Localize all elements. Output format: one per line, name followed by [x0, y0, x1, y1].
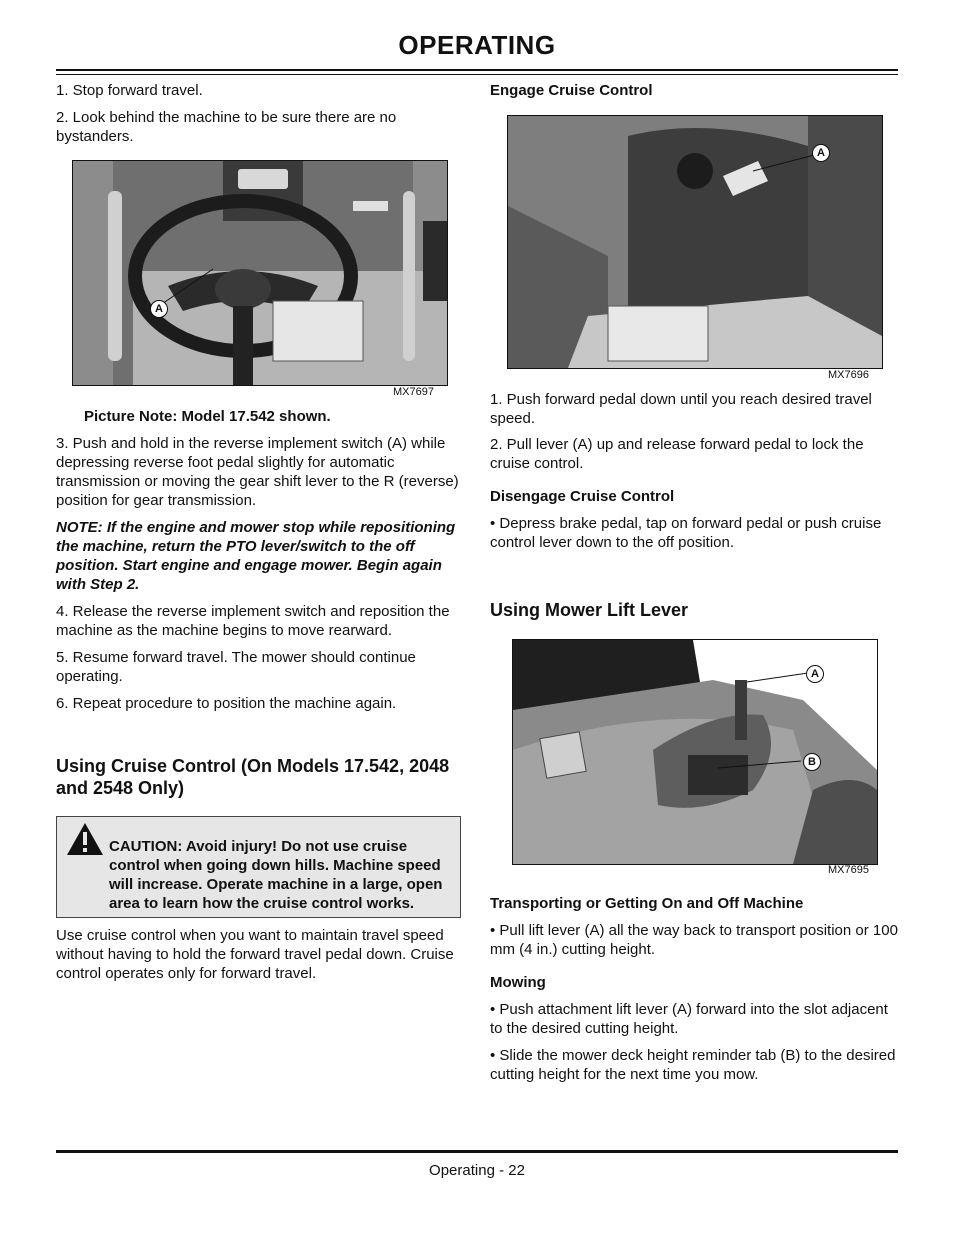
callout-a: A	[150, 300, 168, 318]
header-rule-thin	[56, 74, 898, 75]
note: NOTE: If the engine and mower stop while repositioning the machine, return the PTO lever/switch to the off position. Start engine and engage mower. Begin again with Step 2.	[56, 519, 456, 593]
mowing-heading: Mowing	[490, 974, 546, 991]
callout-a: A	[806, 665, 824, 683]
step-4: 4. Release the reverse implement switch and reposition the machine as the machine begins to move rearward.	[56, 603, 450, 639]
cruise-body: Use cruise control when you want to maintain travel speed without having to hold the forward travel pedal down. Cruise control operates only for forward travel.	[56, 927, 454, 982]
engage-step-1: 1. Push forward pedal down until you reach desired travel speed.	[490, 391, 872, 427]
transport-heading: Transporting or Getting On and Off Machine	[490, 895, 804, 912]
lift-lever-instructions	[490, 894, 898, 1084]
disengage-heading: Disengage Cruise Control	[490, 488, 675, 505]
caution-box	[56, 816, 461, 918]
caution-text: CAUTION: Avoid injury! Do not use cruise control when going down hills. Machine speed will increase. Operate machine in a large, open area to learn how the cruise control works.	[109, 838, 443, 912]
disengage-bullet: • Depress brake pedal, tap on forward pedal or push cruise control lever down to the off position.	[490, 515, 882, 551]
footer-rule	[56, 1150, 898, 1153]
page-number: Operating - 22	[429, 1162, 525, 1179]
engage-steps	[490, 390, 898, 552]
picture-note: Picture Note: Model 17.542 shown.	[84, 408, 331, 425]
mowing-bullet-1: • Push attachment lift lever (A) forward into the slot adjacent to the desired cutting height.	[490, 1001, 888, 1037]
step-6: 6. Repeat procedure to position the machine again.	[56, 695, 397, 712]
figure-code: MX7696	[828, 369, 869, 381]
callout-b: B	[803, 753, 821, 771]
step-1: 1. Stop forward travel.	[56, 82, 203, 99]
mower-lift-lever-figure	[512, 639, 878, 865]
left-column-body	[56, 407, 466, 713]
lift-lever-heading: Using Mower Lift Lever	[490, 600, 689, 620]
engage-step-2: 2. Pull lever (A) up and release forward pedal to lock the cruise control.	[490, 436, 864, 472]
figure-code: MX7695	[828, 864, 869, 876]
warning-triangle-icon	[65, 821, 105, 862]
callout-a: A	[812, 144, 830, 162]
figure-code: MX7697	[393, 386, 434, 398]
cruise-lever-figure	[507, 115, 883, 369]
cruise-section-heading: Using Cruise Control (On Models 17.542, 2048 and 2548 Only)	[56, 756, 450, 798]
header-rule	[56, 69, 898, 71]
steering-wheel-figure	[72, 160, 448, 386]
transport-bullet: • Pull lift lever (A) all the way back to transport position or 100 mm (4 in.) cutting height.	[490, 922, 898, 958]
engage-heading: Engage Cruise Control	[490, 82, 653, 99]
page-title: OPERATING	[398, 30, 556, 60]
mowing-bullet-2: • Slide the mower deck height reminder tab (B) to the desired cutting height for the next time you mow.	[490, 1047, 896, 1083]
left-column-top	[56, 81, 466, 146]
step-2: 2. Look behind the machine to be sure there are no bystanders.	[56, 109, 397, 145]
step-5: 5. Resume forward travel. The mower should continue operating.	[56, 649, 416, 685]
step-3: 3. Push and hold in the reverse implement switch (A) while depressing reverse foot pedal slightly for automatic transmission or moving the gear shift lever to the R (reverse) position for gear transmission.	[56, 435, 459, 509]
